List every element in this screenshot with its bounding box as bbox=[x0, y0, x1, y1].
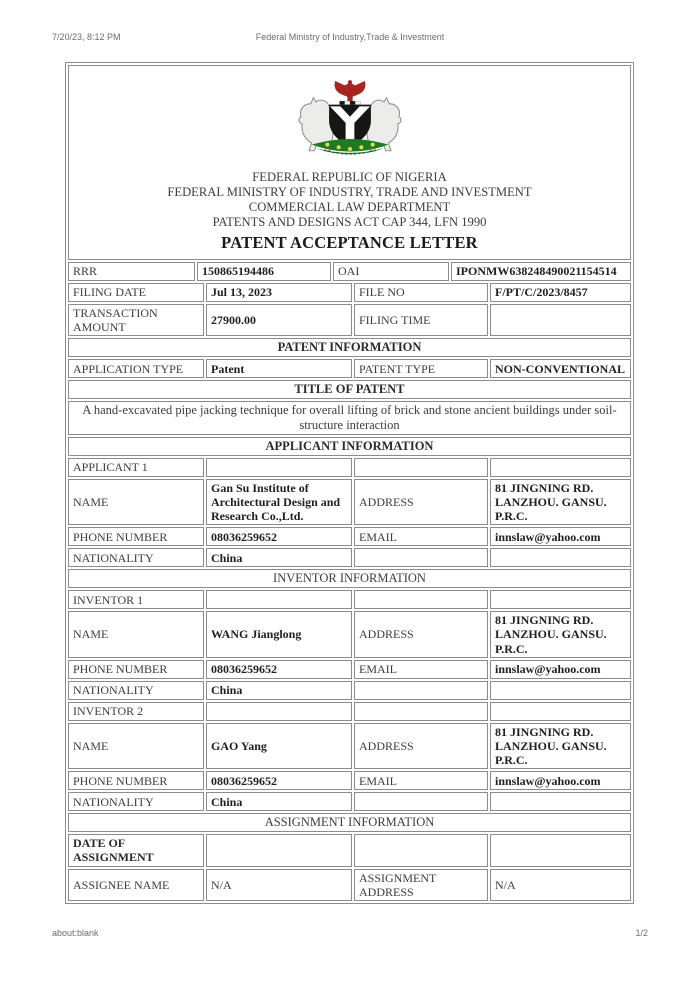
print-footer bbox=[52, 928, 648, 942]
inventor-2-address-label: ADDRESS bbox=[354, 723, 488, 769]
row-inventor-2-phone bbox=[68, 771, 631, 790]
row-inventor-1-phone bbox=[68, 660, 631, 679]
empty-cell bbox=[490, 458, 631, 477]
assignee-name-label: ASSIGNEE NAME bbox=[68, 869, 204, 901]
row-applicant-1-phone bbox=[68, 527, 631, 546]
row-patent-info-header bbox=[68, 338, 631, 357]
file-no-label: FILE NO bbox=[354, 283, 488, 302]
empty-cell bbox=[354, 458, 488, 477]
empty-cell bbox=[354, 548, 488, 567]
print-timestamp: 7/20/23, 8:12 PM bbox=[52, 32, 121, 42]
empty-cell bbox=[354, 681, 488, 700]
oai-label: OAI bbox=[333, 262, 449, 281]
inventor-2-heading: INVENTOR 2 bbox=[68, 702, 204, 721]
torse-icon bbox=[339, 101, 360, 104]
letterhead-line-4: PATENTS AND DESIGNS ACT CAP 344, LFN 1990 bbox=[212, 215, 487, 229]
title-section-title: TITLE OF PATENT bbox=[68, 380, 631, 399]
empty-cell bbox=[490, 548, 631, 567]
patent-type-label: PATENT TYPE bbox=[354, 359, 488, 378]
row-title-text bbox=[68, 401, 631, 435]
row-assignment-info-header bbox=[68, 813, 631, 832]
row-title-header bbox=[68, 380, 631, 399]
empty-cell bbox=[354, 702, 488, 721]
patent-title-text: A hand-excavated pipe jacking technique for overall lifting of brick and stone ancient buildings under soil-structure interaction bbox=[68, 401, 631, 435]
filing-date-value: Jul 13, 2023 bbox=[206, 283, 352, 302]
letterhead bbox=[68, 65, 631, 260]
rrr-label: RRR bbox=[68, 262, 195, 281]
applicant-phone-value: 08036259652 bbox=[206, 527, 352, 546]
print-footer-page-indicator: 1/2 bbox=[635, 928, 648, 938]
inventor-2-nationality-value: China bbox=[206, 792, 352, 811]
inventor-1-name-label: NAME bbox=[68, 611, 204, 657]
empty-cell bbox=[354, 834, 488, 866]
assignee-name-value: N/A bbox=[206, 869, 352, 901]
inventor-2-phone-value: 08036259652 bbox=[206, 771, 352, 790]
inventor-2-email-label: EMAIL bbox=[354, 771, 488, 790]
inventor-info-section-title: INVENTOR INFORMATION bbox=[68, 569, 631, 588]
filing-time-value bbox=[490, 304, 631, 336]
row-inventor-2-heading bbox=[68, 702, 631, 721]
row-applicant-1-name bbox=[68, 479, 631, 525]
inventor-2-phone-label: PHONE NUMBER bbox=[68, 771, 204, 790]
eagle-icon bbox=[334, 80, 365, 102]
empty-cell bbox=[354, 590, 488, 609]
patent-type-value: NON-CONVENTIONAL bbox=[490, 359, 631, 378]
applicant-email-label: EMAIL bbox=[354, 527, 488, 546]
inventor-2-name-value: GAO Yang bbox=[206, 723, 352, 769]
empty-cell bbox=[206, 702, 352, 721]
inventor-1-nationality-label: NATIONALITY bbox=[68, 681, 204, 700]
empty-cell bbox=[490, 590, 631, 609]
row-rrr bbox=[68, 262, 631, 281]
inventor-1-email-value: innslaw@yahoo.com bbox=[490, 660, 631, 679]
row-inventor-1-name bbox=[68, 611, 631, 657]
row-assignee bbox=[68, 869, 631, 901]
row-application-type bbox=[68, 359, 631, 378]
applicant-address-label: ADDRESS bbox=[354, 479, 488, 525]
row-inventor-2-name bbox=[68, 723, 631, 769]
row-inventor-1-nationality bbox=[68, 681, 631, 700]
empty-cell bbox=[206, 458, 352, 477]
applicant-address-value: 81 JINGNING RD. LANZHOU. GANSU. P.R.C. bbox=[490, 479, 631, 525]
file-no-value: F/PT/C/2023/8457 bbox=[490, 283, 631, 302]
letterhead-line-1: FEDERAL REPUBLIC OF NIGERIA bbox=[252, 170, 447, 184]
empty-cell bbox=[490, 834, 631, 866]
inventor-2-address-value: 81 JINGNING RD. LANZHOU. GANSU. P.R.C. bbox=[490, 723, 631, 769]
applicant-info-section-title: APPLICANT INFORMATION bbox=[68, 437, 631, 456]
inventor-1-email-label: EMAIL bbox=[354, 660, 488, 679]
rrr-value: 150865194486 bbox=[197, 262, 331, 281]
transaction-amount-label: TRANSACTION AMOUNT bbox=[68, 304, 204, 336]
applicant-nationality-label: NATIONALITY bbox=[68, 548, 204, 567]
date-of-assignment-value bbox=[206, 834, 352, 866]
filing-date-label: FILING DATE bbox=[68, 283, 204, 302]
application-type-label: APPLICATION TYPE bbox=[68, 359, 204, 378]
assignment-address-value: N/A bbox=[490, 869, 631, 901]
row-inventor-info-header bbox=[68, 569, 631, 588]
row-filing-date bbox=[68, 283, 631, 302]
inventor-1-phone-label: PHONE NUMBER bbox=[68, 660, 204, 679]
empty-cell bbox=[206, 590, 352, 609]
applicant-name-label: NAME bbox=[68, 479, 204, 525]
empty-cell bbox=[354, 792, 488, 811]
row-applicant-1-heading bbox=[68, 458, 631, 477]
inventor-2-name-label: NAME bbox=[68, 723, 204, 769]
inventor-1-name-value: WANG Jianglong bbox=[206, 611, 352, 657]
assignment-info-section-title: ASSIGNMENT INFORMATION bbox=[68, 813, 631, 832]
patent-info-section-title: PATENT INFORMATION bbox=[68, 338, 631, 357]
application-type-value: Patent bbox=[206, 359, 352, 378]
nigeria-coat-of-arms-icon bbox=[289, 78, 411, 166]
transaction-amount-value: 27900.00 bbox=[206, 304, 352, 336]
inventor-1-address-label: ADDRESS bbox=[354, 611, 488, 657]
inventor-2-nationality-label: NATIONALITY bbox=[68, 792, 204, 811]
row-date-of-assignment bbox=[68, 834, 631, 866]
applicant-1-heading: APPLICANT 1 bbox=[68, 458, 204, 477]
applicant-nationality-value: China bbox=[206, 548, 352, 567]
oai-value: IPONMW638248490021154514 bbox=[451, 262, 631, 281]
empty-cell bbox=[490, 681, 631, 700]
print-header bbox=[52, 32, 648, 46]
assignment-address-label: ASSIGNMENT ADDRESS bbox=[354, 869, 488, 901]
inventor-1-nationality-value: China bbox=[206, 681, 352, 700]
print-footer-url: about:blank bbox=[52, 928, 99, 938]
inventor-1-heading: INVENTOR 1 bbox=[68, 590, 204, 609]
filing-time-label: FILING TIME bbox=[354, 304, 488, 336]
inventor-1-address-value: 81 JINGNING RD. LANZHOU. GANSU. P.R.C. bbox=[490, 611, 631, 657]
row-transaction bbox=[68, 304, 631, 336]
letter-title: PATENT ACCEPTANCE LETTER bbox=[221, 233, 478, 252]
row-applicant-1-nationality bbox=[68, 548, 631, 567]
letterhead-line-3: COMMERCIAL LAW DEPARTMENT bbox=[248, 200, 451, 214]
applicant-email-value: innslaw@yahoo.com bbox=[490, 527, 631, 546]
inventor-1-phone-value: 08036259652 bbox=[206, 660, 352, 679]
empty-cell bbox=[490, 702, 631, 721]
applicant-name-value: Gan Su Institute of Architectural Design and Research Co.,Ltd. bbox=[206, 479, 352, 525]
patent-letter-table bbox=[65, 62, 634, 904]
inventor-2-email-value: innslaw@yahoo.com bbox=[490, 771, 631, 790]
row-applicant-info-header bbox=[68, 437, 631, 456]
empty-cell bbox=[490, 792, 631, 811]
row-inventor-1-heading bbox=[68, 590, 631, 609]
print-document-title: Federal Ministry of Industry,Trade & Investment bbox=[255, 32, 445, 42]
row-inventor-2-nationality bbox=[68, 792, 631, 811]
applicant-phone-label: PHONE NUMBER bbox=[68, 527, 204, 546]
letterhead-line-2: FEDERAL MINISTRY OF INDUSTRY, TRADE AND INVESTMENT bbox=[167, 185, 532, 199]
date-of-assignment-label: DATE OF ASSIGNMENT bbox=[68, 834, 204, 866]
